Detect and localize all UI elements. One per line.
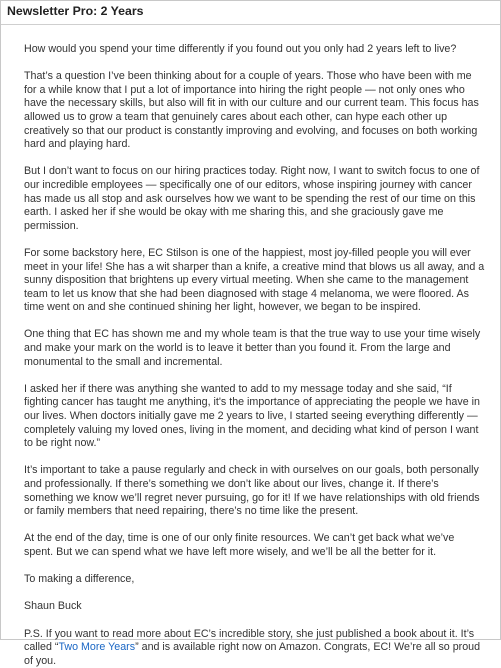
page-title: Newsletter Pro: 2 Years — [7, 4, 144, 18]
header-bar — [1, 1, 500, 25]
paragraph-6: It’s important to take a pause regularly and check in with ourselves on our goals, both personally and professionally. If there’s something we don’t like about our lives, change it. If there’s something we know we’ll regret never pursuing, go for it! If we have relationships with old friends or family members that need repairing, there’s no time like the present. — [24, 464, 480, 518]
closing-line: To making a difference, — [24, 573, 135, 586]
paragraph-4: One thing that EC has shown me and my whole team is that the true way to use your time wisely and make your mark on the world is to leave it better than you found it. From the large and monumental to the small and incremental. — [24, 328, 481, 368]
signature: Shaun Buck — [24, 600, 82, 613]
postscript-text-end: ” and is available right now on Amazon. Congrats, EC! We’re all so proud of you. — [24, 641, 481, 667]
intro-paragraph: How would you spend your time differently if you found out you only had 2 years left to live? — [24, 43, 457, 55]
paragraph-3: For some backstory here, EC Stilson is one of the happiest, most joy-filled people you will ever meet in your life! She has a wit sharper than a knife, a creative mind that blows us all away, and a sunny disposition that brightens up every virtual meeting. When she came to the management team to let us know that she had been diagnosed with stage 4 melanoma, we were floored. As time went on and she continued shining her light, however, we began to be inspired. — [24, 246, 485, 314]
postscript — [24, 628, 486, 668]
newsletter-body — [24, 43, 486, 668]
paragraph-5: I asked her if there was anything she wanted to add to my message today and she said, “If fighting cancer has taught me anything, it's the importance of appreciating the people we have in our lives. When doctors initially gave me 2 years to live, I started seeing everything differently — completely valuing my loved ones, living in the moment, and deciding what kind of person I want to be right now.” — [24, 382, 480, 450]
paragraph-7: At the end of the day, time is one of our only finite resources. We can’t get back what we’ve spent. But we can spend what we have left more wisely, and we’ll be all the better for it. — [24, 532, 455, 558]
paragraph-1: That’s a question I’ve been thinking about for a couple of years. Those who have been with me for a while know that I put a lot of importance into hiring the right people — not only ones who have the necessary skills, but also will fit in with our culture and our current team. This focus has allowed us to grow a team that genuinely cares about each other, can hype each other up creatively so that our product is constantly improving and evolving, and focuses on both working hard and playing hard. — [24, 70, 479, 151]
book-link[interactable]: Two More Years — [58, 641, 136, 654]
paragraph-2: But I don’t want to focus on our hiring practices today. Right now, I want to switch focus to one of our incredible employees — specifically one of our editors, whose inspiring journey with cancer has made us all stop and ask ourselves how we want to be spending the rest of our time on this earth. I asked her if she would be okay with me sharing this, and she graciously gave me permission. — [24, 165, 480, 232]
postscript-text-start: P.S. If you want to read more about EC’s incredible story, she just published a book about it. It’s called “ — [24, 627, 475, 654]
